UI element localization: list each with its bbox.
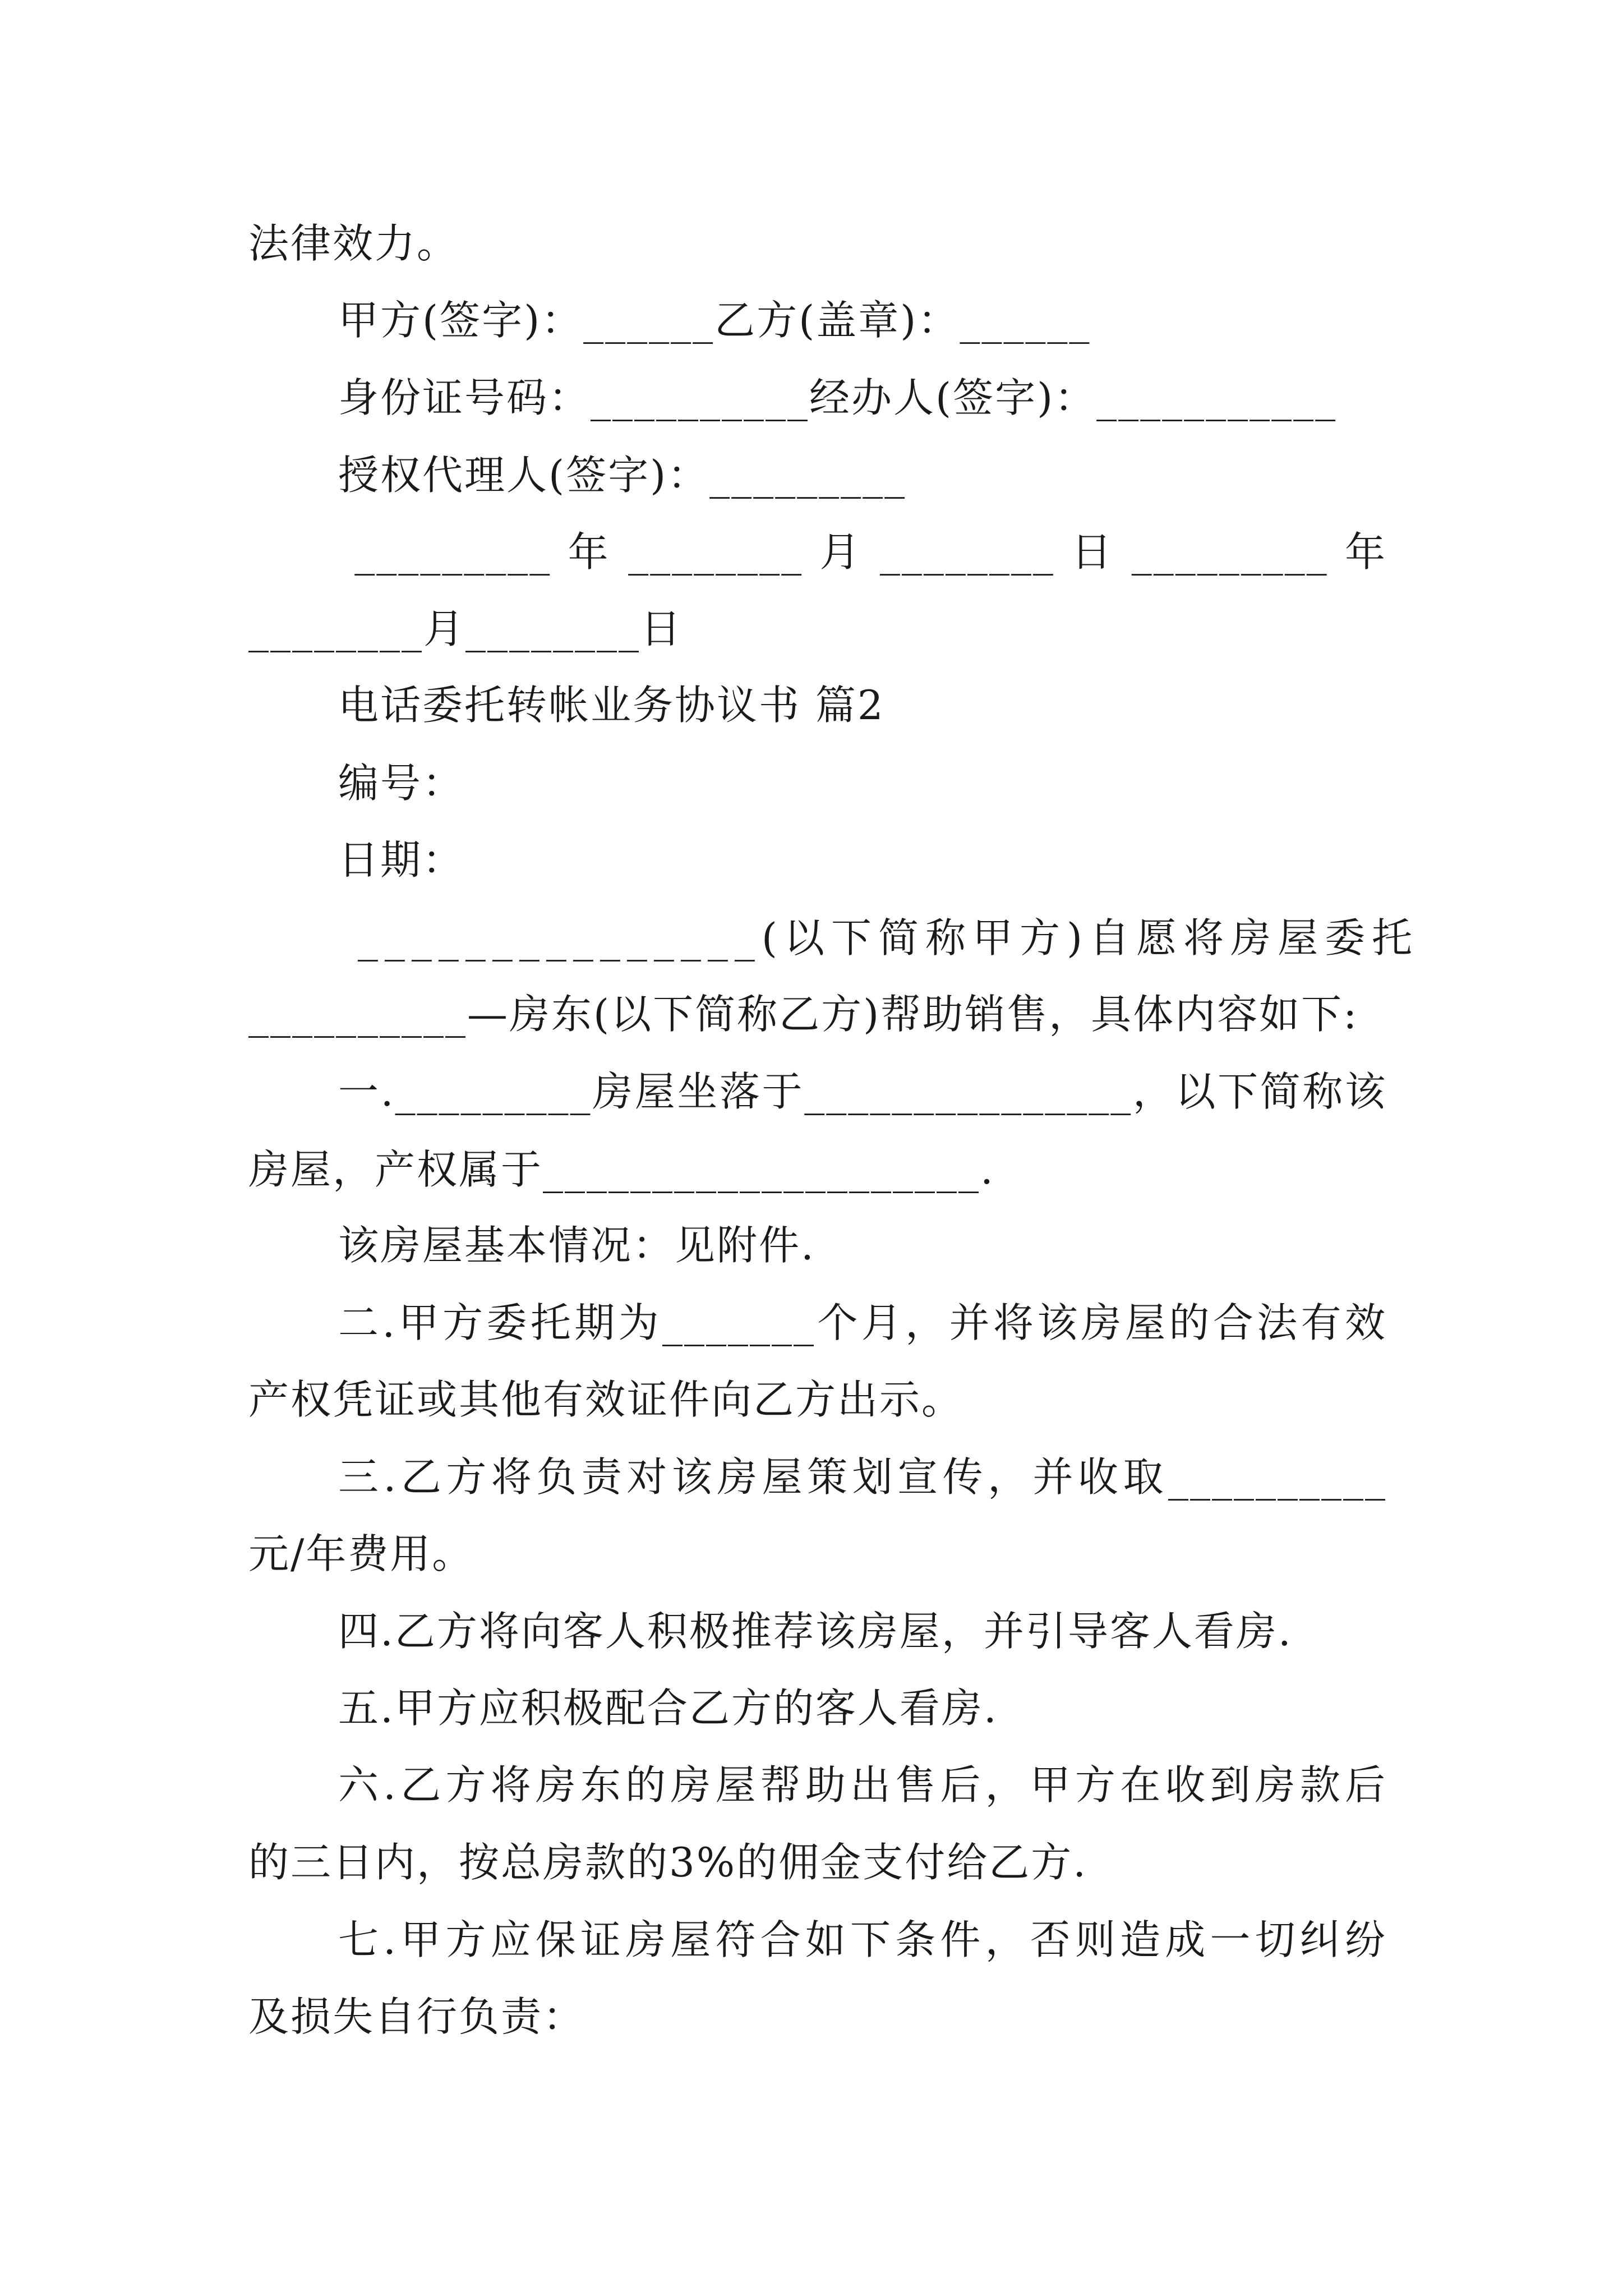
text-line: 房屋，产权属于____________________. — [248, 1146, 995, 1193]
clause-2: 二.甲方委托期为_______个月，并将该房屋的合法有效 — [338, 1299, 1387, 1346]
text-line: 元/年费用。 — [248, 1530, 474, 1577]
clause-4: 四.乙方将向客人积极推荐该房屋，并引导客人看房. — [338, 1608, 1293, 1655]
text-line: _______________(以下简称甲方)自愿将房屋委托 — [338, 914, 1419, 961]
text-line: 法律效力。 — [248, 220, 459, 267]
date-line-continued: ________月________日 — [248, 605, 683, 652]
clause-5: 五.甲方应积极配合乙方的客人看房. — [338, 1685, 998, 1732]
id-number-line: 身份证号码：__________经办人(签字)：___________ — [338, 374, 1338, 421]
clause-1: 一._________房屋坐落于_______________，以下简称该 — [338, 1068, 1387, 1115]
signature-line-parties: 甲方(签字)：______乙方(盖章)：______ — [338, 297, 1091, 344]
agent-signature-line: 授权代理人(签字)：_________ — [338, 452, 907, 499]
date-line: _________ 年 ________ 月 ________ 日 _________ 年 — [338, 528, 1387, 576]
clause-6: 六.乙方将房东的房屋帮助出售后，甲方在收到房款后 — [338, 1761, 1387, 1809]
text-line: 该房屋基本情况：见附件. — [338, 1222, 815, 1269]
date-label: 日期： — [338, 836, 465, 884]
section-heading: 电话委托转帐业务协议书 篇2 — [338, 682, 885, 729]
text-line: 产权凭证或其他有效证件向乙方出示。 — [248, 1376, 964, 1423]
text-line: 的三日内，按总房款的3%的佣金支付给乙方. — [248, 1839, 1088, 1886]
text-line: __________—房东(以下简称乙方)帮助销售，具体内容如下: — [248, 991, 1359, 1038]
clause-3: 三.乙方将负责对该房屋策划宣传，并收取__________ — [338, 1453, 1387, 1501]
clause-7: 七.甲方应保证房屋符合如下条件，否则造成一切纠纷 — [338, 1916, 1387, 1963]
text-line: 及损失自行负责： — [248, 1993, 585, 2040]
serial-number-label: 编号： — [338, 760, 465, 807]
